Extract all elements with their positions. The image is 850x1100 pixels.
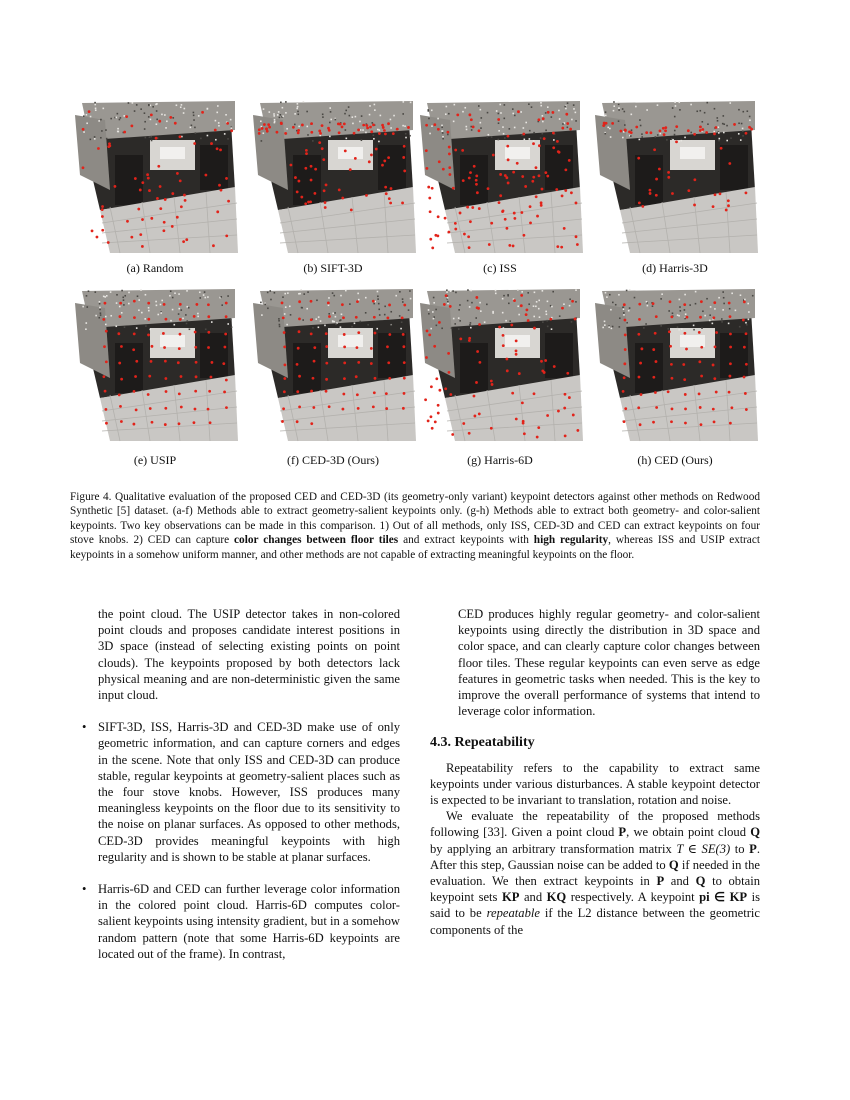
panel-c-image [415,95,585,255]
figure-caption [70,490,760,562]
caption-bold-1: color changes between floor tiles [234,534,399,547]
panel-h-label: (h) CED (Ours) [637,453,713,467]
kitchen-point-cloud-image [70,95,240,255]
caption-text-1: Figure 4. Qualitative evaluation of the proposed CED and CED-3D (its geometry-only variant) keypoint detectors against other methods on Redwood Synthetic [5] dataset. (a-f) Methods able to extract geometry-salient keypoints only. (g-h) Methods able to extract both geometry- and color-salient keypoints. Two key observations can be made in this comparison. 1) Out of all methods, only ISS, CED-3D and CED can extract keypoints on four stove knobs. 2) CED can capture [70,491,760,547]
caption-bold-2: high regularity [533,534,609,547]
kitchen-point-cloud-image [415,283,585,443]
repeatability-paragraph-2 [430,808,760,938]
panel-c-label: (c) ISS [483,261,517,275]
panel-b-label: (b) SIFT-3D [303,261,363,275]
bullet-text: SIFT-3D, ISS, Harris-3D and CED-3D make use of only geometric information, and can capture corners and edges in the scene. Note that only ISS and CED-3D can produce stable, regular keypoints at geometry-salient places such as the four stove knobs. However, ISS produces many meaningless keypoints on the floor due to its sensitivity to the noise on planar surfaces. As opposed to other methods, CED-3D provides meaningful keypoints with high regularity and is shown to be stable at planar surfaces. [98,720,400,864]
panel-b-image [248,95,418,255]
math-symbol: KQ [546,890,567,905]
math-symbol: P [749,841,757,856]
text-run: is said to be [430,890,760,921]
panel-f-label: (f) CED-3D (Ours) [287,453,379,467]
bullet-dot-icon: • [82,720,87,735]
text-run: if the L2 distance between the geometric components of the [430,906,761,937]
bullet-item-color [70,881,400,962]
text-run: , we obtain point cloud [626,825,751,840]
panel-a-label: (a) Random [126,261,184,275]
caption-text-3: , whereas ISS and USIP extract keypoints in a somehow uniform manner, and other methods are not capable of extracting meaningful keypoints on the floor. [70,534,760,561]
continued-paragraph: CED produces highly regular geometry- and color-salient keypoints using directly the distribution in 3D space and color space, and can clearly capture color changes between floor tiles. These regular keypoints can even serve as edge features in geometric tasks when needed. This is the key to improve the overall performance of systems that intend to leverage color information. [458,607,760,719]
kitchen-point-cloud-image [70,283,240,443]
left-column [70,606,400,962]
panel-g-image [415,283,585,443]
panel-f-image [248,283,418,443]
text-run: . After this step, Gaussian noise can be added to [430,841,761,872]
figure-row-2 [70,283,780,483]
math-symbol: P [618,825,627,840]
caption-text-2: and extract keypoints with [398,534,534,547]
text-run: by applying an arbitrary transformation matrix [430,841,677,856]
math-expression: pi ∈ KP [699,890,748,905]
continued-paragraph: the point cloud. The USIP detector takes in non-colored point clouds and proposes candidate interest positions in 3D space (instead of selecting existing points on point clouds). The keypoints proposed by both detectors lack physical meaning and are non-deterministic given the same input cloud. [98,607,400,703]
math-expression: T ∈ SE(3) [676,841,731,856]
kitchen-point-cloud-image [248,283,418,443]
text-run: We evaluate the repeatability of the proposed methods following [33]. Given a point cloud [430,809,760,840]
text-run: and [519,890,547,905]
kitchen-point-cloud-image [248,95,418,255]
repeatability-paragraph-1: Repeatability refers to the capability to extract same keypoints under various disturbances. A stable keypoint detector is expected to be invariant to translation, rotation and noise. [430,760,760,808]
panel-e-label: (e) USIP [133,453,177,467]
bullet-dot-icon: • [82,882,87,897]
section-heading: 4.3. Repeatability [430,735,535,751]
panel-g-label: (g) Harris-6D [467,453,533,467]
text-run: to obtain keypoint sets [430,874,760,905]
bullet-text: Harris-6D and CED can further leverage color information in the colored point cloud. Harris-6D computes color-salient keypoints using intensity gradient, but in a somehow random pattern (note that some Harris-6D keypoints are located out of the frame). In contrast, [98,882,400,961]
kitchen-point-cloud-image [590,283,760,443]
panel-a-image [70,95,240,255]
math-symbol: Q [668,857,679,872]
text-run: to [730,841,750,856]
math-symbol: KP [501,890,520,905]
text-run: respectively. A keypoint [566,890,700,905]
math-symbol: Q [750,825,760,840]
text-run: if needed in the evaluation. We then extract keypoints in [430,857,760,889]
kitchen-point-cloud-image [590,95,760,255]
math-symbol: P [656,874,665,889]
kitchen-point-cloud-image [415,95,585,255]
bullet-item-geometry [70,719,400,865]
panel-h-image [590,283,760,443]
math-symbol: Q [695,874,706,889]
text-run: and [664,874,696,889]
panel-d-image [590,95,760,255]
panel-d-label: (d) Harris-3D [642,261,708,275]
figure-row-1 [70,95,780,295]
italic-term: repeatable [486,906,540,921]
panel-e-image [70,283,240,443]
right-column [430,606,760,938]
